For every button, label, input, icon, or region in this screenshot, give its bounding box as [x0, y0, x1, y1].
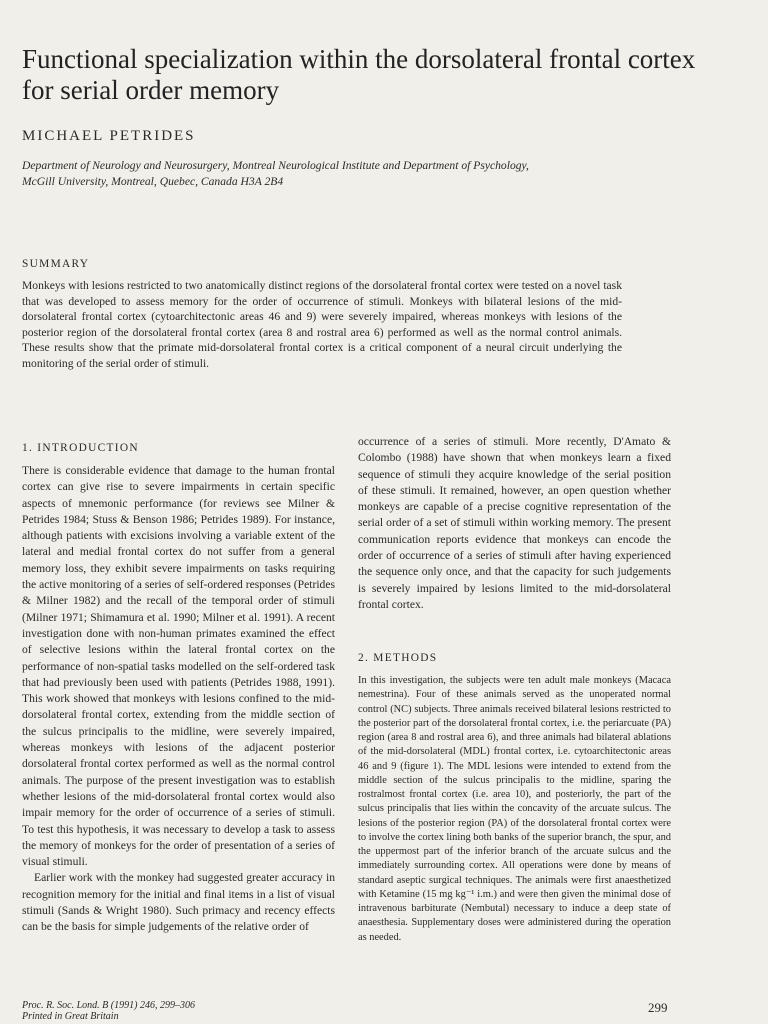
introduction-heading: 1. INTRODUCTION	[22, 442, 139, 454]
journal-citation	[22, 1000, 195, 1022]
right-column-intro	[358, 434, 671, 613]
intro-paragraph-2: Earlier work with the monkey had suggested greater accuracy in recognition memory for the initial and final items in a list of visual stimuli (Sands & Wright 1980). Such primacy and recency effects can be the basis for simple judgements of the relative order of	[22, 871, 335, 934]
intro-paragraph-1: There is considerable evidence that damage to the human frontal cortex can give rise to severe impairments in certain specific aspects of mnemonic performance (for reviews see Milner & Petrides 1984; Stuss & Benson 1986; Petrides 1989). For instance, although patients with excisions involving a variable extent of the lateral and medial frontal cortex do not suffer from a general memory loss, they exhibit severe impairments on tasks requiring the active monitoring of a series of self-ordered responses (Petrides & Milner 1982) and the recall of the temporal order of stimuli (Milner 1971; Shimamura et al. 1990; Milner et al. 1991). A recent investigation done with non-human primates examined the effect of selective lesions within the lateral frontal cortex on the performance of non-spatial tasks modelled on the self-ordered task that had previously been used with patients (Petrides 1988, 1991). This work showed that monkeys with lesions confined to the mid-dorsolateral frontal cortex, extending from the middle section of the sulcus principalis to the midline, were severely impaired, whereas monkeys with lesions of the adjacent posterior dorsolateral frontal cortex performed as well as the normal control animals. The purpose of the present investigation was to establish whether lesions of the mid-dorsolateral frontal cortex would also impair memory for the order of occurrence of a series of stimuli. To test this hypothesis, it was necessary to develop a task to assess the memory of monkeys for the order of presentation of a series of visual stimuli.	[22, 464, 335, 869]
citation-line: Proc. R. Soc. Lond. B (1991) 246, 299–306	[22, 1000, 195, 1011]
author-name: MICHAEL PETRIDES	[22, 128, 196, 144]
article-title: Functional specialization within the dorsolateral frontal cortex for serial order memory	[22, 44, 696, 105]
page-number: 299	[648, 1000, 668, 1015]
affiliation-line-2: McGill University, Montreal, Quebec, Canada H3A 2B4	[22, 175, 284, 188]
affiliation-line-1: Department of Neurology and Neurosurgery, Montreal Neurological Institute and Department of Psychology,	[22, 159, 529, 172]
summary-heading: SUMMARY	[22, 258, 90, 270]
methods-paragraph: In this investigation, the subjects were ten adult male monkeys (Macaca nemestrina). Four of these animals served as the unoperated normal control (NC) subjects. Three animals received bilateral lesions restricted to the posterior part of the dorsolateral frontal cortex, i.e. the periarcuate (PA) region (area 8 and rostral area 6), and three animals had bilateral ablations of the mid-dorsolateral (MDL) frontal cortex, i.e. cytoarchitectonic areas 46 and 9 (figure 1). The MDL lesions were intended to extend from the middle section of the sulcus principalis to the midline, sparing the rostralmost frontal cortex (i.e. area 10), and posteriorly, the part of the sulcus principalis that lies within the concavity of the arcuate sulcus. The lesions of the posterior region (PA) of the dorsolateral frontal cortex were to involve the cortex lining both banks of the superior branch, the spur, and the uppermost part of the inferior branch of the arcuate sulcus and the immediately surrounding cortex. All operations were done by means of standard aseptic surgical techniques. The animals were first anaesthetized with Ketamine (15 mg kg⁻¹ i.m.) and were then given the minimal dose of intravenous barbiturate (Nembutal) necessary to induce a deep state of anaesthesia. Supplementary doses were administered during the operation as needed.	[358, 675, 671, 943]
printed-line: Printed in Great Britain	[22, 1011, 119, 1022]
intro-continuation: occurrence of a series of stimuli. More recently, D'Amato & Colombo (1988) have shown that when monkeys learn a fixed sequence of stimuli they acquire knowledge of the serial position of these stimuli. It remained, however, an open question whether monkeys are capable of a precise cognitive representation of the serial order of a set of stimuli within working memory. The present communication reports evidence that monkeys can encode the order of occurrence of a series of stimuli after having experienced the sequence only once, and that the capacity for such judgements is severely impaired by lesions limited to the mid-dorsolateral frontal cortex.	[358, 435, 671, 611]
right-column-methods	[358, 674, 671, 945]
author-affiliation	[22, 158, 722, 190]
left-column	[22, 463, 335, 936]
summary-text: Monkeys with lesions restricted to two anatomically distinct regions of the dorsolateral frontal cortex were tested on a novel task that was developed to assess memory for the order of occurrence of stimuli. Monkeys with bilateral lesions of the mid-dorsolateral frontal cortex (cytoarchitectonic areas 46 and 9) were severely impaired, whereas monkeys with lesions of the posterior region of the dorsolateral frontal cortex (area 8 and rostral area 6) performed as well as the normal control animals. These results show that the primate mid-dorsolateral frontal cortex is a critical component of a neural circuit underlying the monitoring of the serial order of stimuli.	[22, 279, 622, 370]
methods-heading: 2. METHODS	[358, 652, 438, 664]
